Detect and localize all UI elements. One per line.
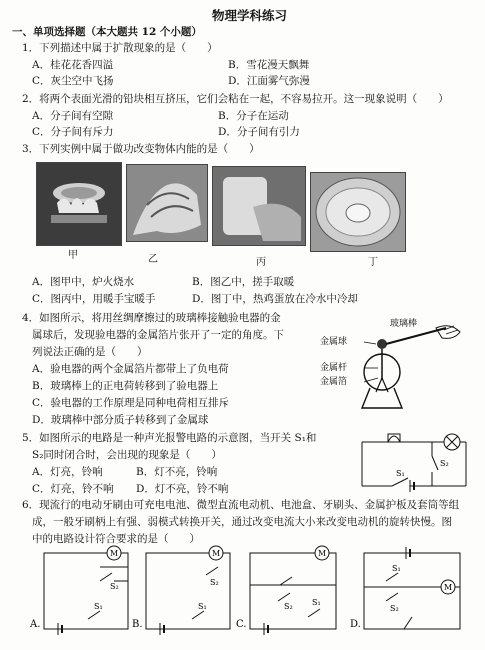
q1-stem: 1．下列描述中属于扩散现象的是（ ）: [22, 42, 218, 54]
option-a-label: A.: [30, 619, 41, 630]
q4-option-b: B．玻璃棒上的正电荷转移到了验电器上: [32, 380, 219, 392]
q4-stem-line2: 属球后，发现验电器的金属箔片张开了一定的角度。下: [32, 329, 284, 341]
q5-option-c: C．灯亮，铃不响: [32, 483, 114, 495]
photo-label-jia: 甲: [68, 250, 78, 261]
egg-bowl-illustration: [311, 173, 405, 251]
section-heading: 一、单项选择题（本大题共 12 个小题）: [12, 26, 202, 38]
motor-label: M: [110, 549, 119, 558]
label-s1: S₁: [312, 598, 321, 607]
photo-ding-egg-in-water: [310, 172, 406, 252]
circuit-option-a: [30, 545, 140, 635]
q3-option-b: B．图乙中，搓手取暖: [192, 276, 295, 288]
label-metal-rod: 金属杆: [320, 363, 348, 373]
q6-stem-line3: 中的电路设计符合要求的是（ ）: [32, 533, 200, 545]
label-s2: S₂: [210, 578, 219, 587]
q2-option-d: D．分子间有引力: [218, 126, 300, 138]
label-metal-ball: 金属球: [320, 337, 348, 347]
circuit-option-d: [352, 545, 468, 635]
q2-option-c: C．分子间有斥力: [32, 126, 114, 138]
q3-option-c: C．图丙中，用暖手宝暖手: [32, 293, 156, 305]
photo-yi-hands: [126, 164, 208, 242]
label-s1: S₁: [396, 469, 405, 478]
q4-option-d: D．玻璃棒中部分质子转移到了金属球: [32, 414, 209, 426]
q4-option-c: C．验电器的工作原理是同种电荷相互排斥: [32, 397, 230, 409]
rubbing-hands-illustration: [127, 165, 207, 241]
photo-jia-stove: [36, 162, 122, 246]
label-s1: S₁: [392, 564, 401, 573]
electroscope-ball: [377, 339, 387, 349]
q1-option-d: D．江面雾气弥漫: [228, 75, 310, 87]
label-s2: S₂: [110, 582, 119, 591]
label-glass-rod: 玻璃棒: [390, 319, 418, 329]
bell-symbol: [388, 434, 400, 442]
q2-option-a: A．分子间有空隙: [32, 110, 114, 122]
label-s1: S₁: [94, 602, 103, 611]
photo-label-yi: 乙: [148, 254, 158, 265]
q5-option-a: A．灯亮，铃响: [32, 466, 103, 478]
switch-s1: [392, 478, 408, 486]
q3-option-a: A．图甲中，炉火烧水: [32, 276, 135, 288]
electroscope-figure: [318, 314, 468, 424]
q5-option-b: B．灯不亮，铃响: [136, 466, 218, 478]
q6-stem-line2: 成，一般牙刷柄上有强、弱模式转换开关，通过改变电流大小来改变电动机的旋转快慢。图: [32, 516, 452, 528]
motor-label: M: [318, 549, 327, 558]
option-c-label: C.: [236, 619, 247, 630]
photo-label-bing: 丙: [256, 257, 266, 268]
q5-stem-line2: S₂同时闭合时，会出现的现象是（ ）: [32, 449, 222, 461]
label-s2: S₂: [440, 459, 449, 468]
alarm-circuit-figure: [352, 430, 470, 494]
option-b-label: B.: [132, 619, 143, 630]
photo-bing-hand-warmer: [212, 166, 306, 246]
motor-label: M: [212, 549, 221, 558]
stove-illustration: [37, 163, 121, 245]
q5-option-d: D．灯不亮，铃不响: [136, 483, 229, 495]
label-s2: S₂: [284, 602, 293, 611]
circuit-option-c: [236, 545, 348, 635]
page-title: 物理学科练习: [212, 8, 288, 23]
q2-option-b: B．分子在运动: [218, 110, 289, 122]
q1-option-c: C．灰尘空中飞扬: [32, 75, 114, 87]
q6-stem-line1: 6．现流行的电动牙刷由可充电电池、微型直流电动机、电池盒、牙刷头、金属护板及套筒等组: [22, 499, 460, 511]
q2-stem: 2．将两个表面光滑的铅块相互挤压，它们会粘在一起，不容易拉开。这一现象说明（ ）: [22, 93, 449, 105]
q3-option-d: D．图丁中，热鸡蛋放在冷水中冷却: [192, 293, 358, 305]
option-d-label: D.: [350, 619, 361, 630]
label-metal-foil: 金属箔: [320, 377, 348, 387]
circuit-option-b: [132, 545, 242, 635]
q1-option-a: A．桂花花香四溢: [32, 59, 114, 71]
label-s1: S₁: [198, 602, 207, 611]
q1-option-b: B．雪花漫天飘舞: [228, 59, 310, 71]
hand-warmer-illustration: [213, 167, 305, 245]
label-s2: S₂: [390, 604, 399, 613]
q4-stem-line1: 4．如图所示，将用丝绸摩擦过的玻璃棒接触验电器的金: [22, 312, 281, 324]
motor-label: M: [444, 583, 453, 592]
photo-label-ding: 丁: [368, 257, 378, 268]
q4-option-a: A．验电器的两个金属箔片都带上了负电荷: [32, 363, 229, 375]
switch-s2: [432, 456, 438, 470]
q3-stem: 3．下列实例中属于做功改变物体内能的是（ ）: [22, 143, 260, 155]
q4-stem-line3: 列说法正确的是（ ）: [32, 346, 148, 358]
q5-stem-line1: 5．如图所示的电路是一种声光报警电路的示意图，当开关 S₁和: [22, 432, 317, 444]
